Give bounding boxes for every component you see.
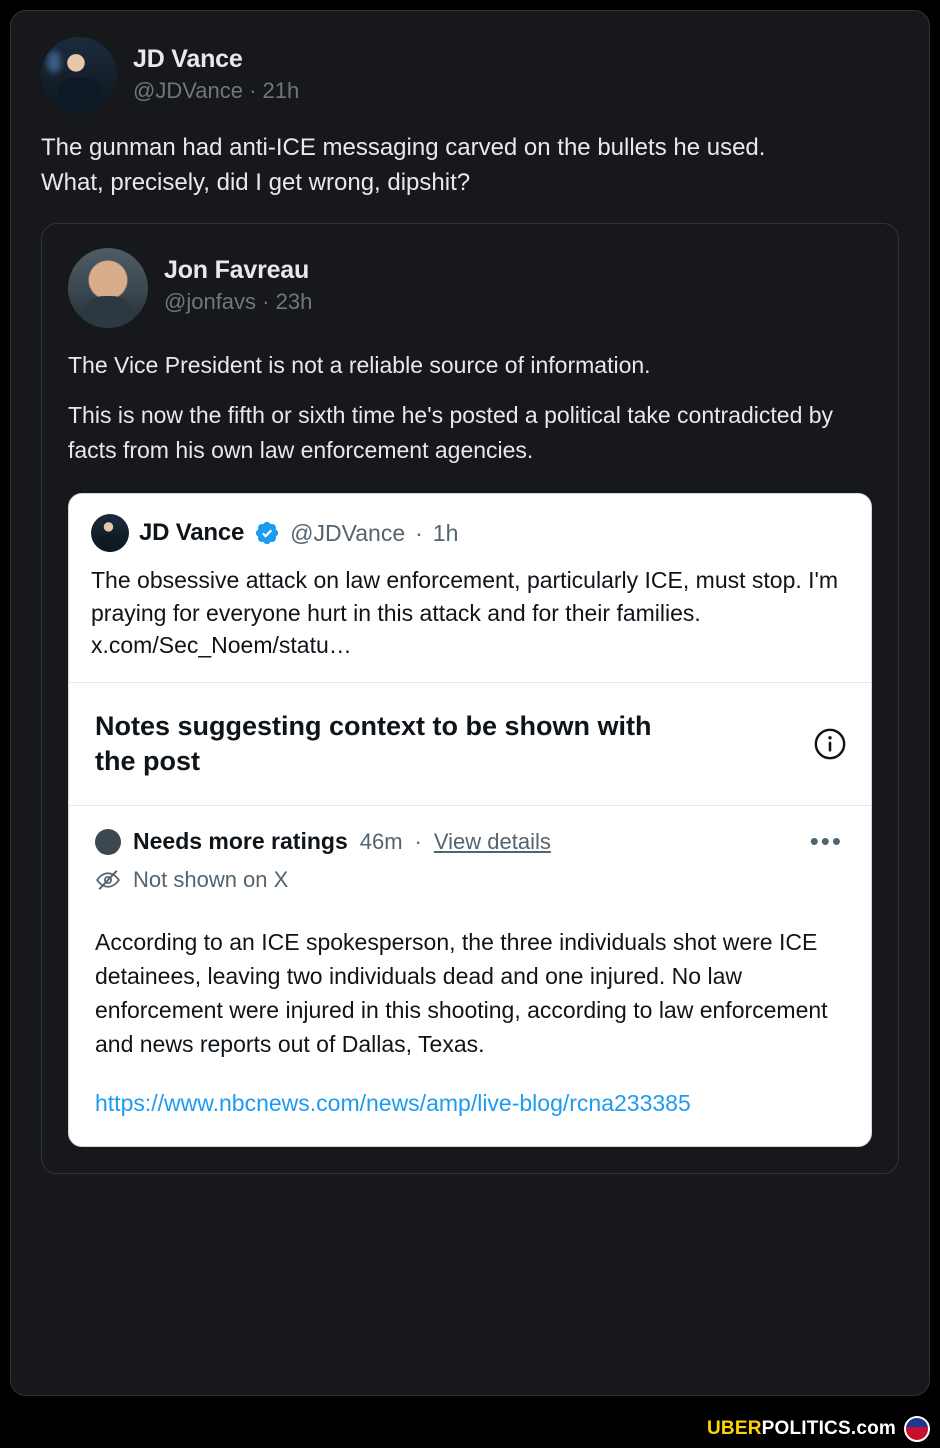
main-tweet-text-line-1: The gunman had anti-ICE messaging carved on the bullets he used. — [41, 134, 766, 161]
embedded-note-card — [68, 493, 872, 1147]
embedded-tweet[interactable] — [69, 494, 871, 683]
watermark — [707, 1416, 930, 1442]
main-tweet-handle[interactable]: @JDVance — [133, 78, 243, 103]
more-options-icon[interactable]: ••• — [809, 825, 843, 856]
quoted-tweet-timestamp[interactable]: 23h — [275, 288, 313, 314]
note-rating-status: Needs more ratings — [133, 828, 348, 855]
watermark-text — [707, 1418, 896, 1440]
main-tweet-author-name[interactable]: JD Vance — [133, 45, 243, 73]
main-tweet-header — [41, 37, 899, 113]
embedded-tweet-author-name[interactable]: JD Vance — [139, 519, 245, 547]
quoted-tweet-author-block — [164, 248, 312, 316]
note-rating-row — [95, 825, 847, 856]
main-tweet-separator: · — [249, 78, 257, 103]
jon-favreau-avatar[interactable] — [68, 248, 148, 328]
main-tweet-text-line-2: What, precisely, did I get wrong, dipshit? — [41, 168, 471, 196]
quoted-tweet-separator: · — [262, 288, 270, 314]
embedded-tweet-text: The obsessive attack on law enforcement, particularly ICE, must stop. I'm praying for everyone hurt in this attack and for their families. x.com/Sec_Noem/statu… — [91, 567, 839, 659]
embedded-tweet-header — [91, 514, 849, 552]
quoted-tweet-text — [68, 348, 872, 468]
eye-off-icon — [95, 867, 121, 893]
jd-vance-avatar-small[interactable] — [91, 514, 129, 552]
embedded-tweet-handle[interactable]: @JDVance — [290, 519, 406, 546]
quoted-tweet-paragraph-1: The Vice President is not a reliable source of information. — [68, 351, 651, 378]
main-tweet-meta — [133, 77, 299, 105]
community-note-source-link[interactable]: https://www.nbcnews.com/news/amp/live-blog/rcna233385 — [95, 1090, 691, 1117]
main-tweet-author-block — [133, 37, 299, 105]
note-visibility-label: Not shown on X — [133, 867, 289, 893]
quoted-tweet-author-name[interactable]: Jon Favreau — [164, 255, 310, 284]
quoted-tweet[interactable] — [41, 223, 899, 1174]
main-tweet-text — [41, 131, 899, 201]
rating-status-dot-icon — [95, 829, 121, 855]
note-visibility-row — [95, 867, 847, 893]
note-rating-separator: · — [414, 828, 422, 854]
main-tweet-timestamp[interactable]: 21h — [262, 78, 300, 103]
uberpolitics-badge-icon — [904, 1416, 930, 1442]
quoted-tweet-handle[interactable]: @jonfavs — [164, 288, 257, 314]
quoted-tweet-paragraph-2: This is now the fifth or sixth time he's posted a political take contradicted by facts from his own law enforcement agencies. — [68, 402, 834, 463]
watermark-com: .com — [850, 1418, 896, 1439]
info-icon[interactable] — [813, 727, 847, 761]
jd-vance-avatar[interactable] — [41, 37, 117, 113]
quoted-tweet-header — [68, 248, 872, 328]
community-notes-title: Notes suggesting context to be shown with the post — [95, 711, 652, 777]
embedded-tweet-timestamp[interactable]: 1h — [432, 519, 459, 546]
embedded-tweet-separator: · — [415, 519, 423, 546]
quoted-tweet-meta — [164, 288, 312, 316]
footer-bar — [0, 1408, 940, 1448]
community-notes-header — [69, 683, 871, 806]
note-rating-timestamp: 46m — [359, 828, 403, 854]
verified-badge-icon — [254, 520, 280, 546]
watermark-politics: POLITICS — [761, 1418, 851, 1439]
tweet-card — [10, 10, 930, 1396]
note-rating-section — [69, 806, 871, 903]
view-details-link[interactable]: View details — [433, 828, 551, 854]
community-note-text: According to an ICE spokesperson, the three individuals shot were ICE detainees, leaving two individuals dead and one injured. No law enforcement were injured in this shooting, according to law enforcement and news reports out of Dallas, Texas. — [95, 929, 828, 1058]
watermark-uber: UBER — [706, 1418, 762, 1439]
